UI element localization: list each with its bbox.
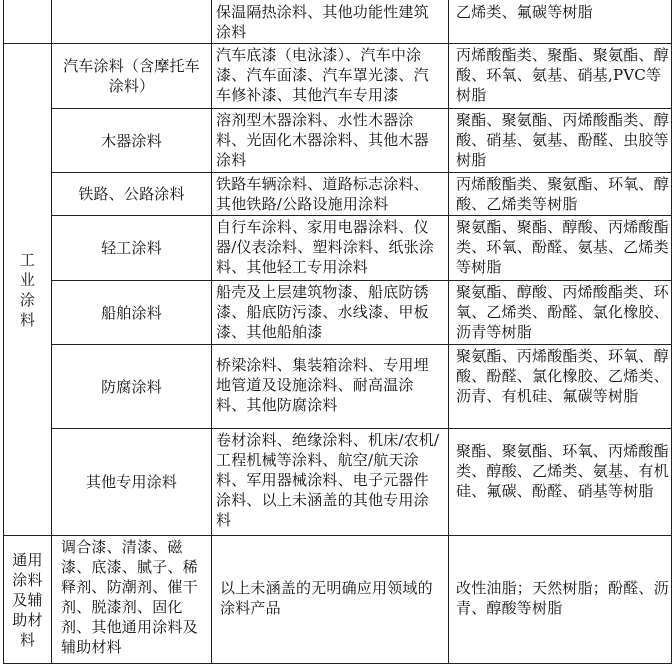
product-cell: 以上未涵盖的无明确应用领域的涂料产品 (220, 579, 433, 617)
grid-line (448, 0, 449, 664)
category-cell: 船舶涂料 (101, 303, 162, 322)
resin-cell: 聚酯、聚氨酯、丙烯酸酯类、醇酸、硝基、氨基、酚醛、虫胶等树脂 (456, 111, 669, 169)
product-cell: 船壳及上层建筑物漆、船底防锈漆、船底防污漆、水线漆、甲板漆、其他船舶漆 (216, 283, 429, 341)
group-label-general: 通用涂料及辅助材料 (12, 550, 43, 649)
product-cell: 桥梁涂料、集装箱涂料、专用埋地管道及设施涂料、耐高温涂料、其他防腐涂料 (216, 356, 429, 414)
resin-cell: 丙烯酸酯类、聚酯、聚氨酯、醇酸、环氧、氨基、硝基,PVC等树脂 (456, 46, 669, 104)
resin-cell: 丙烯酸酯类、聚氨酯、环氧、醇酸、乙烯类等树脂 (456, 175, 669, 213)
resin-cell: 聚酯、聚氨酯、环氧、丙烯酸酯类、醇酸、乙烯类、氨基、有机硅、氟碳、酚醛、硝基等树脂 (456, 442, 669, 500)
category-cell: 调合漆、清漆、磁漆、底漆、腻子、稀释剂、防潮剂、催干剂、脱漆剂、固化剂、其他通用涂料及辅助材料 (61, 538, 198, 656)
category-cell: 防腐涂料 (101, 377, 162, 396)
product-cell: 溶剂型木器涂料、水性木器涂料、光固化木器涂料、其他木器涂料 (216, 111, 429, 169)
resin-cell: 改性油脂；天然树脂；酚醛、沥青、醇酸等树脂 (456, 579, 669, 617)
category-cell: 木器涂料 (101, 131, 162, 150)
product-cell: 铁路车辆涂料、道路标志涂料、其他铁路/公路设施用涂料 (216, 175, 429, 213)
product-cell: 保温隔热涂料、其他功能性建筑涂料 (216, 3, 429, 41)
grid-line (211, 0, 212, 664)
resin-cell: 聚氨酯、聚酯、醇酸、丙烯酸酯类、环氧、酚醛、氨基、乙烯类等树脂 (456, 218, 669, 276)
resin-cell: 聚氨酯、醇酸、丙烯酸酯类、环氧、乙烯类、酚醛、氯化橡胶、沥青等树脂 (456, 283, 669, 341)
category-cell: 其他专用涂料 (85, 473, 178, 491)
resin-cell: 乙烯类、氟碳等树脂 (456, 3, 593, 21)
product-cell: 汽车底漆（电泳漆）、汽车中涂漆、汽车面漆、汽车罩光漆、汽车修补漆、其他汽车专用漆 (216, 46, 429, 104)
product-cell: 自行车涂料、家用电器涂料、仪器/仪表涂料、塑料涂料、纸张涂料、其他轻工专用涂料 (216, 218, 435, 276)
group-label-industrial: 工业涂料 (19, 250, 36, 329)
category-cell: 轻工涂料 (101, 239, 162, 257)
resin-cell: 聚氨酯、丙烯酸酯类、环氧、醇酸、酚醛、氯化橡胶、乙烯类、沥青、有机硅、氟碳等树脂 (456, 347, 669, 405)
grid-line (3, 535, 672, 536)
product-cell: 卷材涂料、绝缘涂料、机床/农机/工程机械等涂料、航空/航天涂料、军用器械涂料、电子元器件涂料、以上未涵盖的其他专用涂料 (216, 431, 440, 529)
category-cell: 汽车涂料（含摩托车涂料） (63, 57, 200, 95)
category-cell: 铁路、公路涂料 (78, 185, 185, 203)
